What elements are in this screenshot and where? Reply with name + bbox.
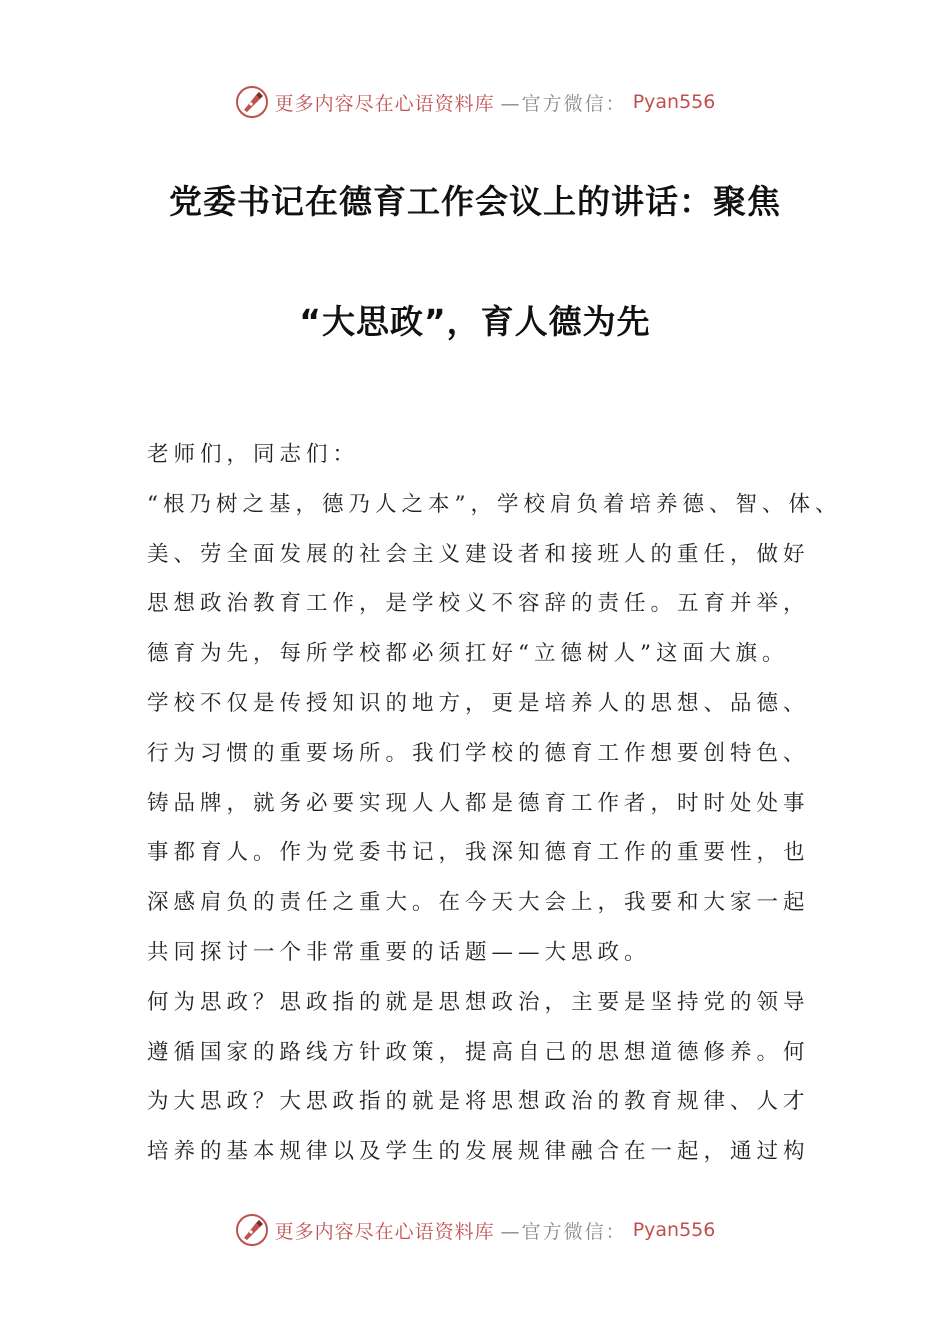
banner-separator: —官方微信： [500, 1220, 627, 1243]
footer-banner [0, 1210, 950, 1250]
body-line: 事都育人。作为党委书记，我深知德育工作的重要性，也 [147, 840, 810, 866]
wechat-id: Pyan556 [632, 1219, 716, 1241]
body-line: 为大思政？大思政指的就是将思想政治的教育规律、人才 [147, 1089, 810, 1115]
body-line: 遵循国家的路线方针政策，提高自己的思想道德修养。何 [147, 1039, 810, 1065]
banner-text: 更多内容尽在心语资料库 [274, 1220, 495, 1243]
body-line: 美、劳全面发展的社会主义建设者和接班人的重任，做好 [147, 541, 810, 567]
body-line: 培养的基本规律以及学生的发展规律融合在一起，通过构 [147, 1139, 810, 1165]
body-line: 铸品牌，就务必要实现人人都是德育工作者，时时处处事 [147, 790, 810, 816]
banner-separator: —官方微信： [500, 92, 627, 115]
document-title-line-1: 党委书记在德育工作会议上的讲话：聚焦 [169, 182, 781, 221]
body-line: 共同探讨一个非常重要的话题——大思政。 [147, 939, 651, 965]
body-line: 学校不仅是传授知识的地方，更是培养人的思想、品德、 [147, 690, 810, 716]
document-body [147, 430, 842, 1177]
body-line: 行为习惯的重要场所。我们学校的德育工作想要创特色、 [147, 740, 810, 766]
body-line: 德育为先，每所学校都必须扛好“立德树人”这面大旗。 [147, 641, 789, 667]
pen-nib-logo-icon [235, 1213, 269, 1247]
body-line: 何为思政？思政指的就是思想政治，主要是坚持党的领导 [147, 989, 810, 1015]
body-line: “根乃树之基，德乃人之本”，学校肩负着培养德、智、体、 [147, 491, 842, 517]
pen-nib-logo-icon [235, 85, 269, 119]
wechat-id: Pyan556 [632, 91, 716, 113]
body-line: 深感肩负的责任之重大。在今天大会上，我要和大家一起 [147, 890, 810, 916]
banner-text: 更多内容尽在心语资料库 [274, 92, 495, 115]
body-line: 老师们，同志们： [147, 442, 360, 467]
header-banner [0, 82, 950, 122]
body-line: 思想政治教育工作，是学校义不容辞的责任。五育并举， [147, 591, 810, 617]
document-title-line-2: “大思政”，育人德为先 [299, 302, 651, 341]
